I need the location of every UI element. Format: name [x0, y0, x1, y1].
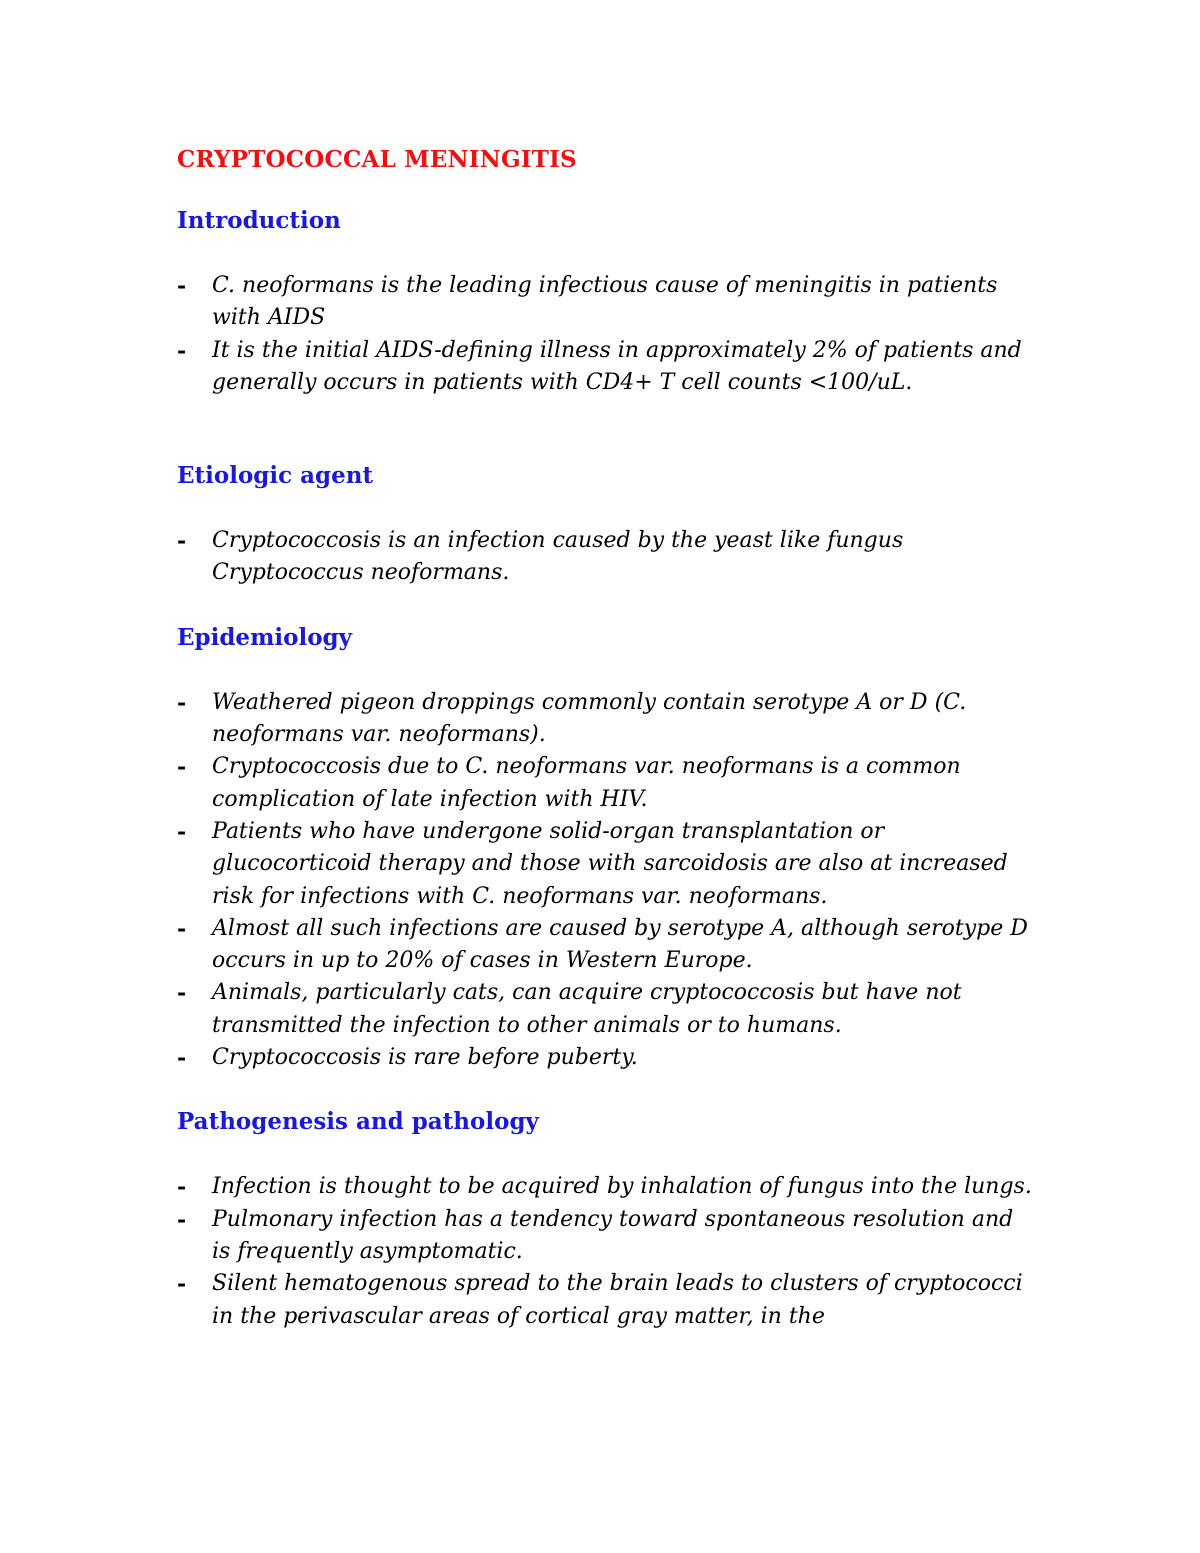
dash-bullet-icon: - — [177, 528, 187, 555]
list-item-text: Cryptococcosis is an infection caused by the yeast like fungus Cryptococcus neoformans. — [212, 528, 904, 586]
list-item — [177, 977, 1037, 1042]
list-item-text: Animals, particularly cats, can acquire cryptococcosis but have not transmitted the infection to other animals or to humans. — [212, 980, 962, 1038]
dash-bullet-icon: - — [177, 915, 187, 942]
bullet-list-epidemiology — [177, 687, 1037, 1075]
list-item — [177, 270, 1037, 335]
list-item-text: It is the initial AIDS-defining illness in approximately 2% of patients and generally occurs in patients with CD4+ T cell counts <100/uL. — [212, 337, 1022, 395]
list-item-text: Cryptococcosis is rare before puberty. — [212, 1045, 638, 1071]
dash-bullet-icon: - — [177, 337, 187, 364]
dash-bullet-icon: - — [177, 1045, 187, 1072]
dash-bullet-icon: - — [177, 1174, 187, 1201]
section-heading-pathogenesis-and-pathology: Pathogenesis and pathology — [177, 1108, 539, 1136]
list-item — [177, 1042, 1037, 1074]
dash-bullet-icon: - — [177, 1271, 187, 1298]
section-heading-epidemiology: Epidemiology — [177, 623, 353, 651]
document-body — [177, 140, 1037, 1333]
list-item-text: Infection is thought to be acquired by inhalation of fungus into the lungs. — [212, 1174, 1032, 1200]
list-item — [177, 1204, 1037, 1269]
bullet-list-introduction — [177, 270, 1037, 399]
dash-bullet-icon: - — [177, 1206, 187, 1233]
list-item — [177, 335, 1037, 400]
list-item — [177, 751, 1037, 816]
list-item-text: Patients who have undergone solid-organ transplantation or glucocorticoid therapy and those with sarcoidosis are also at increased risk for infections with C. neoformans var. neoformans. — [212, 818, 1008, 909]
list-item — [177, 913, 1037, 978]
list-item — [177, 687, 1037, 752]
list-item — [177, 1171, 1037, 1203]
list-item — [177, 525, 1037, 590]
list-item-text: C. neoformans is the leading infectious cause of meningitis in patients with AIDS — [212, 273, 998, 331]
list-item-text: Cryptococcosis due to C. neoformans var. neoformans is a common complication of late infection with HIV. — [212, 754, 961, 812]
dash-bullet-icon: - — [177, 689, 187, 716]
list-item — [177, 816, 1037, 913]
section-heading-etiologic-agent: Etiologic agent — [177, 462, 374, 490]
document-title: CRYPTOCOCCAL MENINGITIS — [177, 146, 577, 173]
dash-bullet-icon: - — [177, 273, 187, 299]
dash-bullet-icon: - — [177, 818, 187, 845]
bullet-list-etiologic-agent — [177, 525, 1037, 590]
bullet-list-pathogenesis-and-pathology — [177, 1171, 1037, 1332]
dash-bullet-icon: - — [177, 980, 187, 1007]
list-item-text: Silent hematogenous spread to the brain leads to clusters of cryptococci in the perivascular areas of cortical gray matter, in the — [212, 1271, 1023, 1329]
list-item-text: Pulmonary infection has a tendency toward spontaneous resolution and is frequently asymptomatic. — [212, 1206, 1014, 1264]
list-item — [177, 1268, 1037, 1333]
dash-bullet-icon: - — [177, 754, 187, 781]
list-item-text: Weathered pigeon droppings commonly contain serotype A or D (C. neoformans var. neoformans). — [212, 689, 967, 748]
section-heading-introduction: Introduction — [177, 207, 341, 234]
list-item-text: Almost all such infections are caused by serotype A, although serotype D occurs in up to 20% of cases in Western Europe. — [212, 915, 1028, 974]
